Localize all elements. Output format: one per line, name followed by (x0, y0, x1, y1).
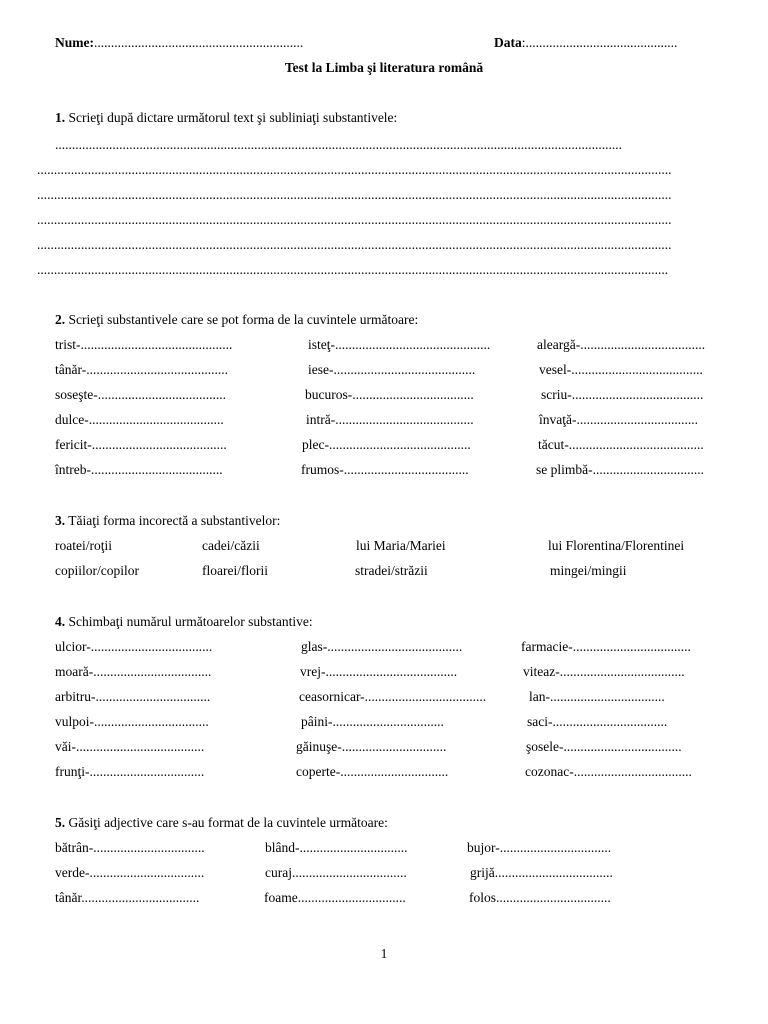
q1-dictation-line: ............................................................................................................................................................................................ (37, 162, 672, 177)
q4-item: moară-................................... (55, 664, 212, 679)
q2-item: tânăr-.......................................... (55, 362, 228, 377)
name-field (55, 35, 303, 51)
q2-prompt (55, 312, 418, 328)
q1-dictation-line: ............................................................................................................................................................................................ (37, 237, 672, 252)
q4-item: ulcior-.................................... (55, 639, 213, 654)
page-number: 1 (380, 946, 388, 961)
q2-item: scriu-....................................... (541, 387, 704, 402)
q1-dictation-line: ............................................................................................................................................................................................ (37, 187, 672, 202)
q2-item: frumos-..................................... (301, 462, 469, 477)
q2-item: fericit-........................................ (55, 437, 227, 452)
name-dots: .............................................................. (94, 35, 304, 50)
q2-item: întreb-....................................... (55, 462, 223, 477)
q5-number: 5. (55, 815, 66, 830)
date-field (494, 35, 677, 51)
q2-number: 2. (55, 312, 66, 327)
page-title: Test la Limba şi literatura română (284, 60, 484, 75)
q4-item: pâini-................................. (301, 714, 444, 729)
q3-number: 3. (55, 513, 66, 528)
q4-item: cozonac-................................... (525, 764, 692, 779)
q2-item: aleargă-..................................... (537, 337, 706, 352)
q2-item: vesel-....................................... (539, 362, 703, 377)
q5-item: blând-................................ (265, 840, 408, 855)
q4-item: viteaz-..................................... (523, 664, 685, 679)
q3-item: copiilor/copilor (55, 563, 139, 578)
q3-item: mingei/mingii (550, 563, 627, 578)
q2-text: Scrieţi substantivele care se pot forma de la cuvintele următoare: (65, 312, 419, 327)
q4-item: coperte-................................ (296, 764, 449, 779)
q5-item: curaj.................................. (265, 865, 407, 880)
q4-text: Schimbaţi numărul următoarelor substantive: (65, 614, 313, 629)
q4-item: arbitru-.................................. (55, 689, 211, 704)
q1-text: Scrieţi după dictare următorul text şi subliniaţi substantivele: (65, 110, 398, 125)
q4-item: văi-...................................... (55, 739, 205, 754)
q3-item: lui Maria/Mariei (356, 538, 446, 553)
q5-item: foame................................ (264, 890, 406, 905)
q5-item: bătrân-................................. (55, 840, 205, 855)
date-label: Data (494, 35, 522, 50)
q2-item: învaţă-.................................... (539, 412, 698, 427)
q4-item: farmacie-................................... (521, 639, 691, 654)
q2-item: dulce-........................................ (55, 412, 224, 427)
q5-prompt (55, 815, 388, 831)
q4-item: frunţi-.................................. (55, 764, 205, 779)
q1-dictation-line: ............................................................................................................................................................................................ (37, 212, 672, 227)
q3-item: roatei/roţii (55, 538, 112, 553)
q2-item: trist-............................................. (55, 337, 233, 352)
q4-number: 4. (55, 614, 66, 629)
q5-text: Găsiţi adjective care s-au format de la cuvintele următoare: (65, 815, 388, 830)
q4-item: şosele-................................... (526, 739, 682, 754)
q5-item: verde-.................................. (55, 865, 205, 880)
q3-item: cadei/căzii (202, 538, 260, 553)
q3-item: floarei/florii (202, 563, 268, 578)
q2-item: se plimbă-................................. (536, 462, 704, 477)
q2-item: intră-......................................... (306, 412, 474, 427)
q2-item: isteţ-.............................................. (308, 337, 491, 352)
q3-item: stradei/străzii (355, 563, 428, 578)
q2-item: tăcut-........................................ (538, 437, 704, 452)
q1-prompt (55, 110, 397, 126)
q1-dictation-line: ........................................................................................................................................................................................... (37, 262, 669, 277)
q2-item: soseşte-...................................... (55, 387, 226, 402)
q2-item: iese-.......................................... (308, 362, 476, 377)
q2-item: plec-.......................................... (302, 437, 471, 452)
q5-item: tânăr................................... (55, 890, 200, 905)
q5-item: grijă................................... (470, 865, 613, 880)
q1-number: 1. (55, 110, 66, 125)
q5-item: bujor-................................. (467, 840, 612, 855)
q4-item: saci-.................................. (527, 714, 668, 729)
q4-item: vrej-....................................... (300, 664, 458, 679)
q3-prompt (55, 513, 280, 529)
date-dots: :............................................. (521, 35, 678, 50)
q4-item: ceasornicar-.................................... (299, 689, 487, 704)
q3-item: lui Florentina/Florentinei (548, 538, 685, 553)
q2-item: bucuros-.................................... (305, 387, 474, 402)
q1-dictation-line: ........................................................................................................................................................................ (55, 137, 622, 152)
q4-item: glas-........................................ (301, 639, 463, 654)
q4-item: vulpoi-.................................. (55, 714, 209, 729)
name-label: Nume: (55, 35, 94, 50)
q4-item: lan-.................................. (529, 689, 665, 704)
q4-prompt (55, 614, 313, 630)
q3-text: Tăiaţi forma incorectă a substantivelor: (65, 513, 281, 528)
q5-item: folos.................................. (469, 890, 611, 905)
q4-item: găinuşe-............................... (296, 739, 447, 754)
